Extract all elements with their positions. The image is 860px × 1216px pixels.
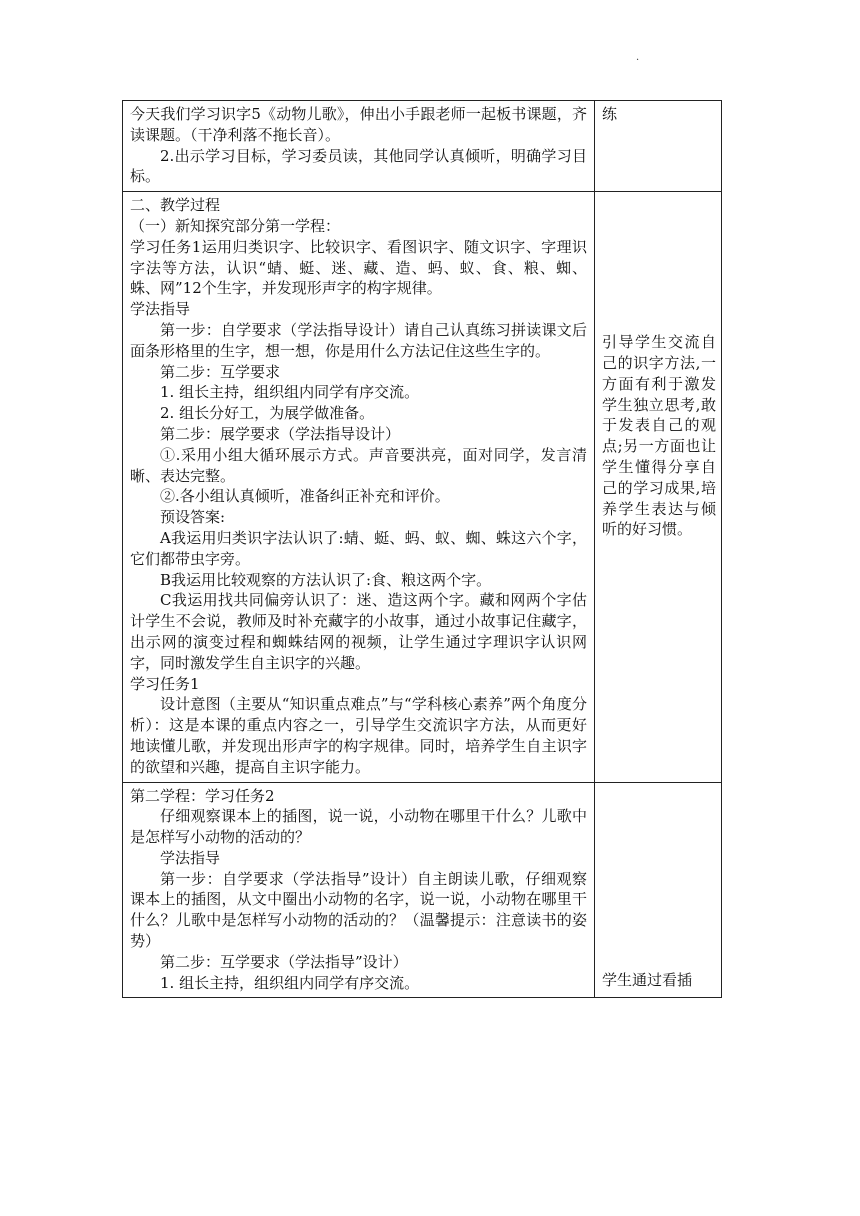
paragraph: ②.各小组认真倾听，准备纠正补充和评价。 bbox=[160, 487, 450, 506]
page-mark: · bbox=[636, 55, 640, 66]
paragraph: 1. 组长主持，组织组内同学有序交流。 bbox=[160, 973, 420, 992]
paragraph: 仔细观察课本上的插图，说一说，小动物在哪里干什么？儿歌中是怎样写小动物的活动的？ bbox=[130, 807, 587, 847]
note-text: 练 bbox=[602, 105, 618, 123]
content-cell bbox=[123, 192, 595, 782]
paragraph: 第二学程：学习任务2 bbox=[130, 786, 275, 805]
paragraph: 今天我们学习识字5《动物儿歌》，伸出小手跟老师一起板书课题，齐读课题。（干净利落不拖长音）。 bbox=[130, 105, 587, 144]
paragraph: 学法指导 bbox=[160, 848, 221, 867]
content-cell bbox=[123, 101, 595, 192]
paragraph: 设计意图（主要从“知识重点难点”与“学科核心素养”两个角度分析）：这是本课的重点内容之一，引导学生交流识字方法，从而更好地读懂儿歌，并发现出形声字的构字规律。同时，培养学生自主识字的欲望和兴趣，提高自主识字能力。 bbox=[130, 695, 587, 776]
content-cell bbox=[123, 782, 595, 998]
paragraph: 第二步：互学要求（学法指导”设计） bbox=[160, 952, 408, 971]
paragraph: 第一步：自学要求（学法指导设计）请自己认真练习拼读课文后面条形格里的生字，想一想，你是用什么方法记住这些生字的。 bbox=[130, 320, 587, 360]
paragraph: 学习任务1运用归类识字、比较识字、看图识字、随文识字、字理识字法等方法，认识“蜻、蜓、迷、藏、造、蚂、蚁、食、粮、蜘、蛛、网”12个生字，并发现形声字的构字规律。 bbox=[130, 237, 587, 298]
table-row bbox=[123, 782, 722, 998]
note-cell bbox=[595, 192, 722, 782]
paragraph: 学法指导 bbox=[130, 300, 191, 319]
table-row bbox=[123, 101, 722, 192]
paragraph: B我运用比较观察的方法认识了:食、粮这两个字。 bbox=[160, 570, 492, 589]
table-row bbox=[123, 192, 722, 782]
paragraph: A我运用归类识字法认识了:蜻、蜓、蚂、蚁、蜘、蛛这六个字，它们都带虫字旁。 bbox=[130, 528, 587, 568]
paragraph: 第二步：互学要求 bbox=[160, 362, 281, 381]
paragraph: 第二步：展学要求（学法指导设计） bbox=[160, 424, 401, 443]
paragraph: 1. 组长主持，组织组内同学有序交流。 bbox=[160, 383, 420, 402]
paragraph: C我运用找共同偏旁认识了：迷、造这两个字。藏和网两个字估计学生不会说，教师及时补充藏字的小故事，通过小故事记住藏字，出示网的演变过程和蜘蛛结网的视频，让学生通过字理识字认识网字，同时激发学生自主识字的兴趣。 bbox=[130, 591, 587, 672]
paragraph: 二、教学过程 bbox=[130, 196, 221, 215]
note-cell bbox=[595, 782, 722, 998]
paragraph: 2.出示学习目标，学习委员读，其他同学认真倾听，明确学习目标。 bbox=[130, 146, 587, 186]
paragraph: ①.采用小组大循环展示方式。声音要洪亮，面对同学，发言清晰、表达完整。 bbox=[130, 445, 587, 485]
note-text: 学生通过看插 bbox=[602, 970, 693, 989]
paragraph: 第一步：自学要求（学法指导”设计）自主朗读儿歌，仔细观察课本上的插图，从文中圈出小动物的名字，说一说，小动物在哪里干什么？儿歌中是怎样写小动物的活动的？（温馨提示：注意读书的姿势） bbox=[130, 869, 587, 951]
paragraph: 学习任务1 bbox=[130, 674, 200, 693]
note-text: 引导学生交流自己的识字方法,一方面有利于激发学生独立思考,敢于发表自己的观点;另一方面也让学生懂得分享自己的学习成果,培养学生表达与倾听的好习惯。 bbox=[602, 333, 716, 539]
paragraph: （一）新知探究部分第一学程： bbox=[130, 216, 341, 235]
paragraph: 2. 组长分好工，为展学做准备。 bbox=[160, 404, 375, 423]
note-cell bbox=[595, 101, 722, 192]
lesson-plan-table bbox=[122, 100, 722, 998]
paragraph: 预设答案: bbox=[160, 508, 226, 527]
